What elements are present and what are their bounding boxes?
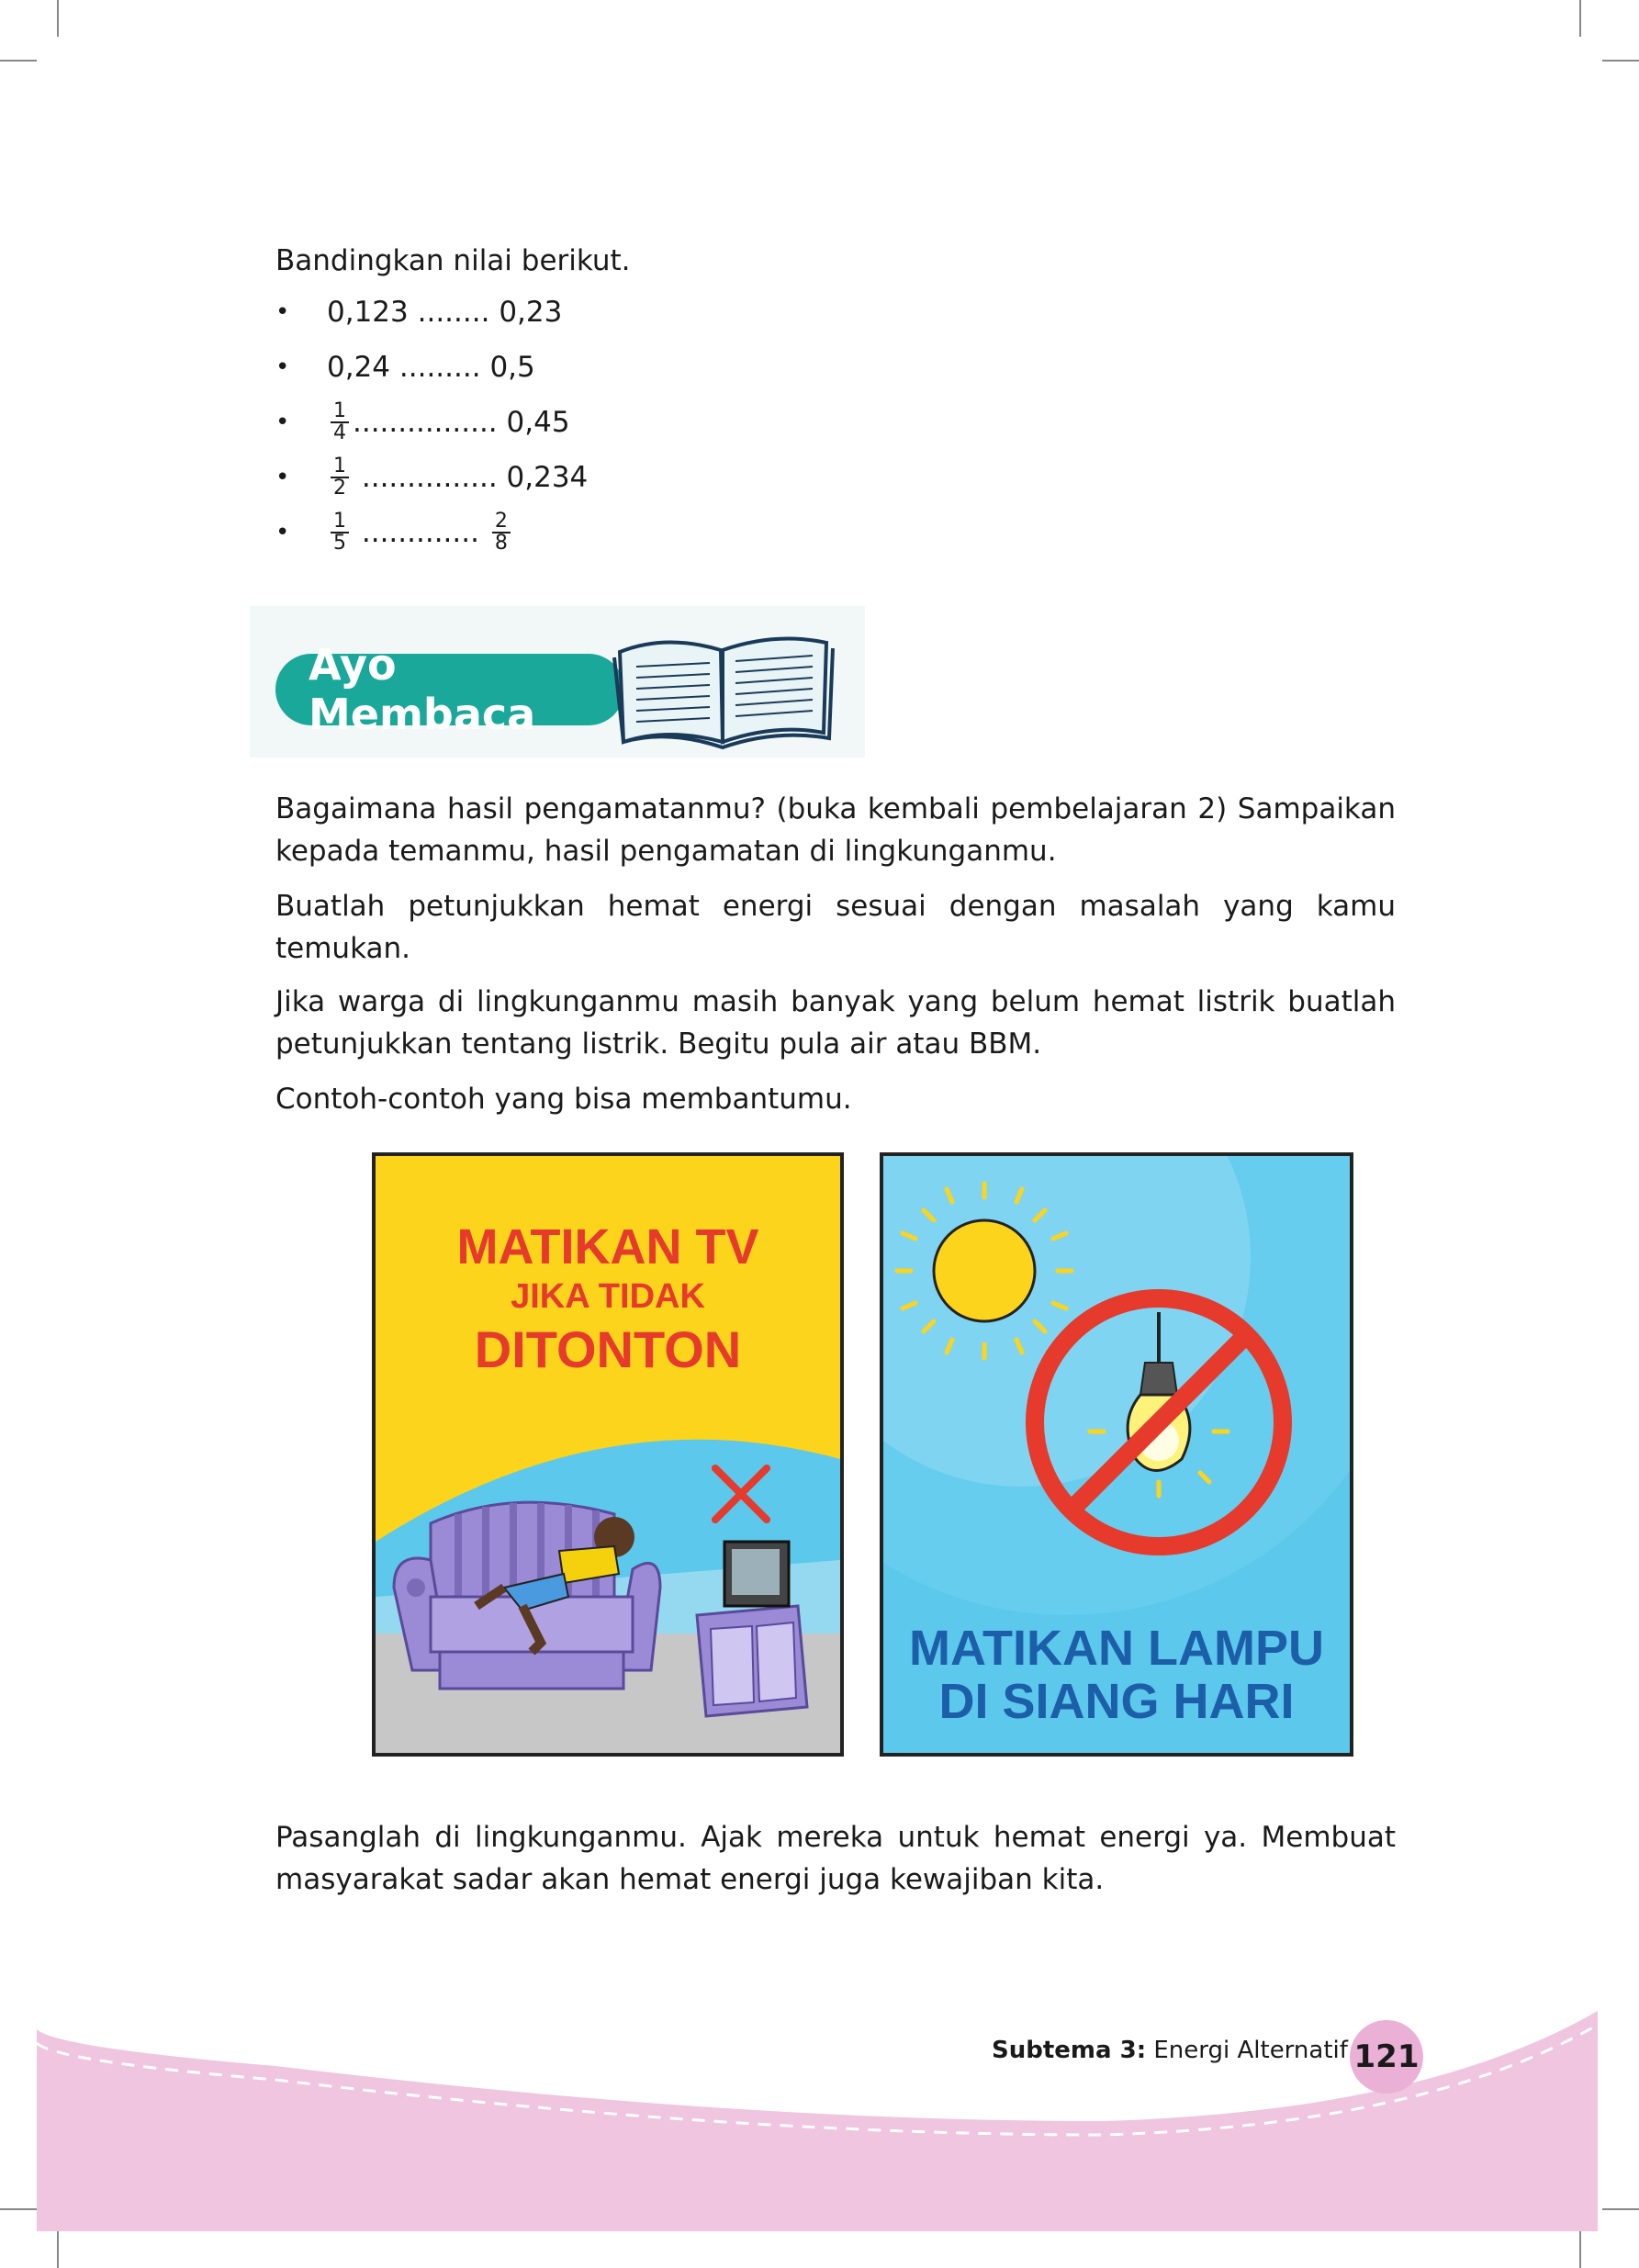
dots: ................ (353, 406, 498, 439)
footer-subtema-bold: Subtema 3: (992, 2037, 1147, 2064)
dots: ........ (417, 296, 490, 329)
list-item (275, 452, 588, 503)
paragraph: Jika warga di lingkunganmu masih banyak yang belum hemat listrik buatlah petunjukkan tentang listrik. Begitu pula air atau BBM. (275, 985, 1396, 1061)
bullet: • (275, 298, 290, 326)
paragraph: Pasanglah di lingkunganmu. Ajak mereka untuk hemat energi ya. Membuat masyarakat sadar akan hemat energi juga kewajiban kita. (275, 1821, 1396, 1896)
crop-mark (0, 60, 37, 62)
poster-lamp-line1: MATIKAN LAMPU (909, 1621, 1324, 1676)
list-item (275, 397, 570, 448)
dots: ......... (399, 351, 481, 384)
poster-tv-line3: DITONTON (474, 1320, 742, 1378)
right-value: 0,45 (506, 406, 570, 439)
crop-mark (1602, 60, 1639, 62)
paragraph: Buatlah petunjukkan hemat energi sesuai dengan masalah yang kamu temukan. (275, 890, 1396, 965)
page-number: 121 (1350, 2020, 1423, 2094)
footer-subtema-text: Energi Alternatif (1153, 2037, 1348, 2064)
bullet: • (275, 464, 290, 491)
open-book-icon (611, 624, 836, 753)
fraction: $\frac{1}{2}$ (331, 456, 349, 499)
poster-lamp (880, 1152, 1353, 1757)
list-item (275, 286, 562, 338)
bullet: • (275, 354, 290, 381)
compare-intro: Bandingkan nilai berikut. (275, 244, 631, 277)
dots: ............. (361, 516, 479, 549)
left-value: 0,123 (327, 296, 409, 329)
right-value: 0,5 (489, 351, 535, 384)
list-item (275, 342, 535, 393)
left-value: 0,24 (327, 351, 391, 384)
poster-lamp-line2: DI SIANG HARI (938, 1674, 1295, 1729)
section-title: Ayo Membaca (275, 654, 624, 725)
bullet: • (275, 409, 290, 436)
footer-subtema (992, 2037, 1348, 2064)
fraction: $\frac{1}{4}$ (331, 401, 349, 443)
paragraph: Bagaimana hasil pengamatanmu? (buka kembali pembelajaran 2) Sampaikan kepada temanmu, hasil pengamatan di lingkunganmu. (275, 792, 1396, 868)
bullet: • (275, 519, 290, 546)
right-value: 0,23 (499, 296, 563, 329)
crop-mark (57, 0, 59, 37)
crop-mark (1579, 0, 1581, 37)
right-value: 0,234 (506, 461, 589, 494)
fraction: $\frac{1}{5}$ (331, 511, 349, 554)
dots: ............... (361, 461, 498, 494)
poster-tv-line1: MATIKAN TV (456, 1219, 759, 1274)
paragraph: Contoh-contoh yang bisa membantumu. (275, 1083, 852, 1116)
poster-tv-line2: JIKA TIDAK (511, 1277, 705, 1316)
list-item (275, 507, 514, 558)
poster-tv (372, 1152, 844, 1757)
fraction: $\frac{2}{8}$ (492, 511, 511, 554)
